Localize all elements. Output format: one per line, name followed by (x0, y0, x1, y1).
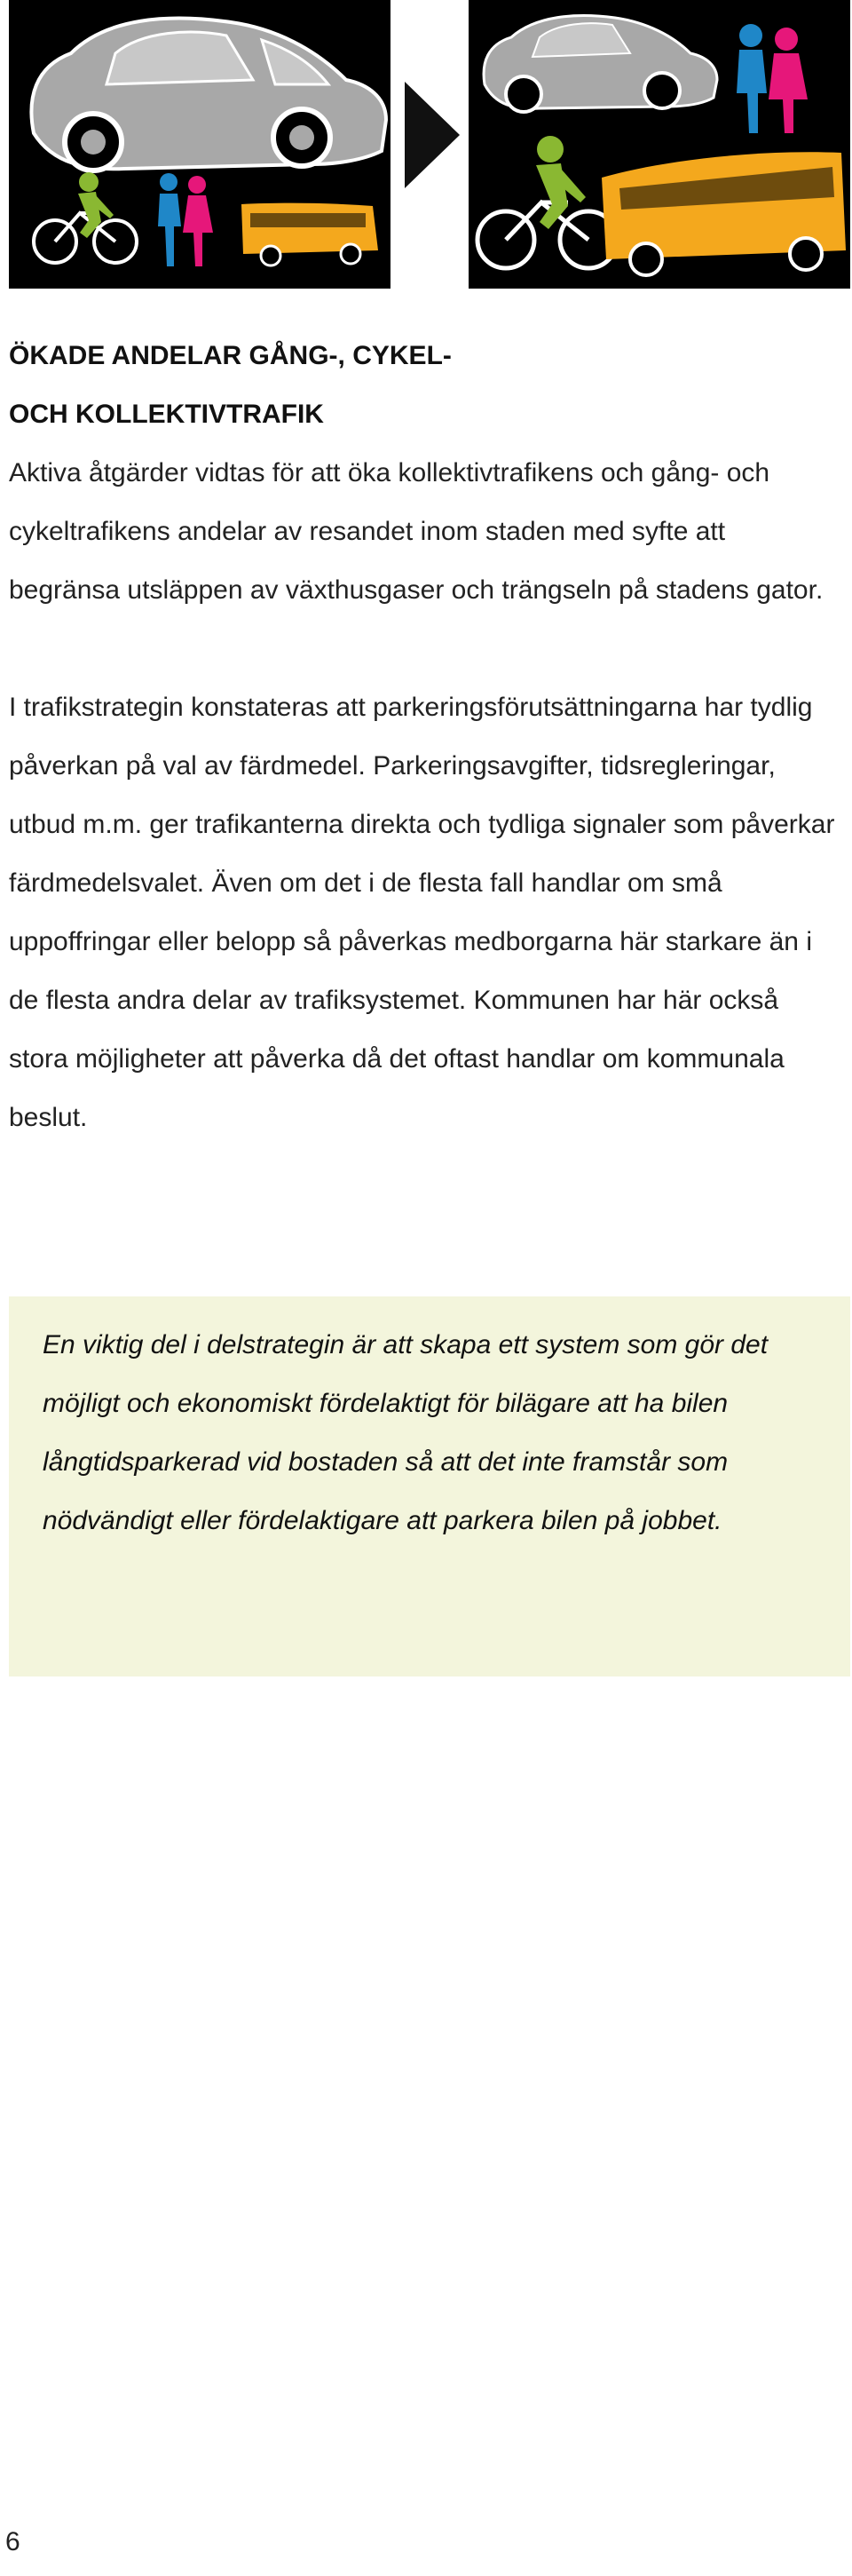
transport-illustration (0, 0, 852, 293)
car-icon (31, 19, 386, 170)
page-number: 6 (5, 2527, 20, 2556)
section-heading-line-2: OCH KOLLEKTIVTRAFIK (9, 400, 324, 429)
triangle-right-icon (405, 82, 460, 188)
cyclist-icon (34, 172, 137, 263)
section-heading (9, 327, 839, 444)
bus-icon (602, 152, 846, 275)
highlight-quote-box (9, 1296, 850, 1676)
car-icon (484, 16, 717, 112)
pedestrian-icon (158, 173, 213, 266)
highlight-quote-text: En viktig del i delstrategin är att skapa ett system som gör det möjligt och ekonomiskt fördelaktigt för bilägare att ha bilen långtidsparkerad vid bostaden så att det inte framstår som nödvändigt eller fördelaktigare att parkera bilen på jobbet. (43, 1330, 769, 1535)
cyclist-icon (477, 136, 617, 268)
pedestrian-icon (737, 24, 808, 133)
illustration-panel-before (9, 0, 390, 289)
body-paragraph-1: Aktiva åtgärder vidtas för att öka kollektivtrafikens och gång- och cykeltrafikens andelar av resandet inom staden med syfte att begränsa utsläppen av växthusgaser och trängseln på stadens gator. (9, 458, 824, 605)
section-heading-line-1: ÖKADE ANDELAR GÅNG-, CYKEL- (9, 341, 452, 370)
body-paragraph-2: I trafikstrategin konstateras att parkeringsförutsättningarna har tydlig påverkan på val av färdmedel. Parkeringsavgifter, tidsregleringar, utbud m.m. ger trafikanterna direkta och tydliga signaler som påverkar färdmedelsvalet. Även om det i de flesta fall handlar om små uppoffringar eller belopp så påverkas medborgarna här starkare än i de flesta andra delar av trafiksystemet. Kommunen har här också stora möjligheter att påverka då det oftast handlar om kommunala beslut. (9, 693, 835, 1132)
article-content (9, 327, 839, 1147)
bus-icon (241, 203, 378, 266)
illustration-panel-after (469, 0, 850, 289)
